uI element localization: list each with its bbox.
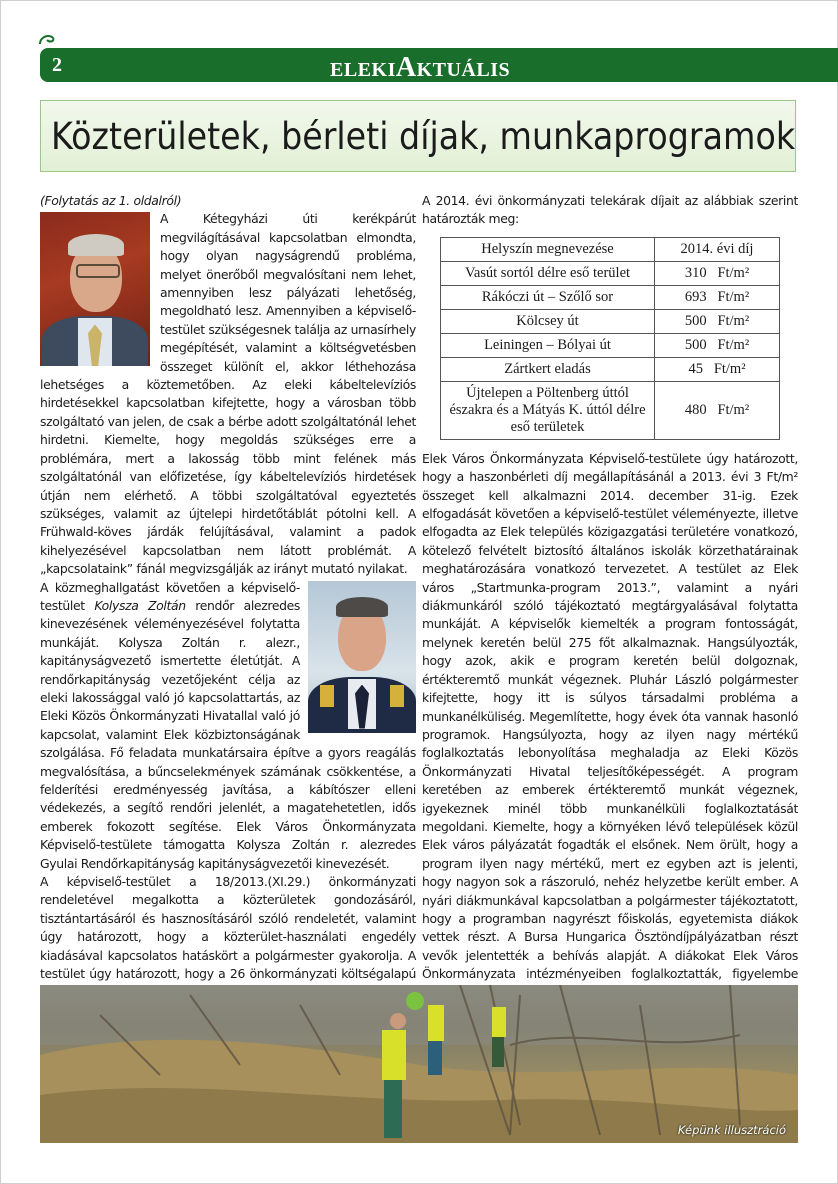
portrait-photo-mayor: [40, 212, 150, 366]
table-row: [441, 261, 780, 285]
table-row: [441, 285, 780, 309]
table-cell-location: Vasút sortól délre eső terület: [441, 261, 655, 285]
table-cell-location: Zártkert eladás: [441, 357, 655, 381]
table-cell-location: Rákóczi út – Szőlő sor: [441, 285, 655, 309]
hair-shape: [336, 597, 388, 617]
table-row: [441, 357, 780, 381]
left-column: [40, 192, 416, 1039]
land-price-table: [440, 237, 780, 440]
table-header-fee: 2014. évi díj: [655, 237, 780, 261]
portrait-photo-police-chief: [308, 581, 416, 733]
masthead-suffix: KTUÁLIS: [416, 59, 511, 81]
table-cell-location: Újtelepen a Pöltenberg úttól északra és a Mátyás K. úttól délre eső területek: [441, 381, 655, 439]
worker-figure: [428, 1005, 444, 1075]
paragraph-public-spaces: A képviselő-testület a 18/2013.(XI.29.) önkormányzati rendeletével megalkotta a közterületek gondozásáról, tisztántartásáról és hasznosításáról szóló rendeletét, valamint úgy határozott, hogy a közterület-használati engedély kiadásával kapcsolatos hatáskört a polgármester gyakorolja. A testület úgy határozott, hogy a 26 önkormányzati költségalapú: [40, 874, 416, 982]
photo-caption: Képünk illusztráció: [677, 1123, 786, 1137]
article-title: Közterületek, bérleti díjak, munkaprogramok: [51, 115, 796, 158]
police-text-part2: rendőr alezredes kinevezésének véleményezésével folytatta munkáját. Kolysza Zoltán r. alezr., kapitányságvezető ismertette életútját. A rendőrkapitányság vezetőjeként célja az eleki lakossággal való jó kapcsolattartás, az Eleki Közös Önkormányzati Hivatallal való jó kapcsolat, valamint Elek közbiztonságának szolgálása. Fő feladata munkatársaira építve a gyors reagálás megvalósítása, a bűncselekmények számának csökkentése, a felderítési eredményesség javítása, a kábítószer elleni védekezés, a segítő rendőri jelenlét, a magatehetetlen, idős emberek fokozott segítése. Elek Város Önkormányzata Képviselő-testülete támogatta Kolysza Zoltán r. alezredes Gyulai Rendőrkapitányság kapitányságvezetői kinevezését.: [40, 597, 416, 871]
title-box: [40, 100, 796, 172]
table-cell-fee: 45 Ft/m²: [655, 357, 780, 381]
paragraph-streetlights: A Kétegyházi úti kerékpárút megvilágításával kapcsolatban elmondta, hogy olyan nagyságrendű probléma, melyet önerőből megvalósítani nem lehet, amennyiben lesz pályázati lehetőség, megoldható lesz. Amennyiben a képviselő-testület szükségesnek találja az urnasírhely megépítését, valamint a költségvetésben összeget különít el, akkor léthehozása lehetséges a köztemetőben. Az eleki kábeltelevíziós hirdetésekkel kapcsolatban kifejtette, hogy a városban több szolgáltató van jelen, de csak a bérbe adott szolgáltatónál lehet hirdetni. Kiemelte, hogy megoldás szükséges erre a problémára, mert a lakosság több mint felének más szolgáltatónál van előfizetése, így kábeltelevíziós hirdetések útján nem elérhető. A többi szolgáltatóval egyeztetés szükséges, valamit az újtelepi hirdetőtáblát pótolni kell. A Frühwald-köves járdák felújításával, valamint a padok kihelyezésével kapcsolatban nem látott problémát. A „kapcsolataink” fánál megvizsgálják az irányt mutató nyilakat.: [40, 211, 416, 577]
masthead: [330, 52, 510, 84]
table-cell-fee: 500 Ft/m²: [655, 309, 780, 333]
masthead-prefix: ELEKI: [330, 59, 396, 81]
police-chief-name: Kolysza Zoltán: [94, 597, 186, 613]
paragraph-land-prices-intro: A 2014. évi önkormányzati telekárak díjait az alábbiak szerint határozták meg:: [422, 193, 798, 227]
worker-figure: [492, 1007, 506, 1067]
right-column: [422, 192, 798, 1057]
table-header-location: Helyszín megnevezése: [441, 237, 655, 261]
page-number: 2: [52, 54, 62, 76]
table-cell-fee: 310 Ft/m²: [655, 261, 780, 285]
police-text-part1: A közmeghallgatást követően a képviselő-testület: [40, 579, 300, 613]
illustration-photo-workers: [40, 985, 798, 1143]
masthead-big-letter: A: [395, 52, 417, 83]
table-cell-fee: 500 Ft/m²: [655, 333, 780, 357]
glasses-shape: [76, 264, 120, 278]
table-row: [441, 309, 780, 333]
workers-scene: [40, 985, 798, 1143]
table-cell-location: Leiningen – Bólyai út: [441, 333, 655, 357]
continuation-note: (Folytatás az 1. oldalról): [40, 193, 182, 208]
table-header-row: [441, 237, 780, 261]
epaulette-right: [390, 685, 404, 707]
table-row: [441, 333, 780, 357]
table-cell-fee: 480 Ft/m²: [655, 381, 780, 439]
paragraph-startmunka-program: Elek Város Önkormányzata Képviselő-testülete úgy határozott, hogy a haszonbérleti díj megállapításánál a 2013. évi 3 Ft/m² összeget kell alkalmazni 2014. december 31-ig. Ezek elfogadását követően a képviselő-testület véleményezte, illetve elfogadta az Elek település közigazgatási területére vonatkozó, kötelező felvételt biztosító általános iskolák körzethatárainak meghatározására vonatkozó tervezetet. A testület az Elek város „Startmunka-program 2013.”, valamint a nyári diákmunkáról szóló tájékoztató megtárgyalásával folytatta munkáját. A képviselők kiemelték a program fontosságát, melynek keretén belül 275 főt alkalmaznak. Hangsúlyozták, hogy azok, akik e program keretén belül dolgoznak, értékteremtő munkát végeznek. Pluhár László polgármester kifejtette, hogy itt is súlyos társadalmi probléma a munkanélküliség. Megemlítette, hogy évek óta vannak hasonló programok. Hangsúlyozta, hogy az ilyen nagy mértékű foglalkoztatás lebonyolítása meghaladja az Eleki Közös Önkormányzati Hivatal teljesítőképességét. A program keretében az emberek értékteremtő munkát végeznek, igyekeznek minél több munkanélküli foglalkoztatását megoldani. Kiemelte, hogy a környéken lévő települések közül Elek város pályázatát fogadták el elsőnek. Nem örült, hogy a program ilyen nagy mértékű, mert ez egyben azt is jelenti, hogy nagyon sok a rászoruló, nehéz helyzetbe került ember. A nyári diákmunkával kapcsolatban a polgármester tájékoztatott, hogy a programban nagyrészt főiskolás, egyetemista diákok vettek részt. A Bursa Hungarica Ösztöndíjpályázatban részt vevők jelentették a behívás alapját. A diákokat Elek Város Önkormányzata intézményeiben foglalkoztatták, figyelembe: [422, 450, 798, 982]
hair-shape: [68, 234, 124, 256]
table-cell-fee: 693 Ft/m²: [655, 285, 780, 309]
swirl-icon: [38, 32, 56, 46]
epaulette-left: [320, 685, 334, 707]
table-cell-location: Kölcsey út: [441, 309, 655, 333]
table-row: [441, 381, 780, 439]
